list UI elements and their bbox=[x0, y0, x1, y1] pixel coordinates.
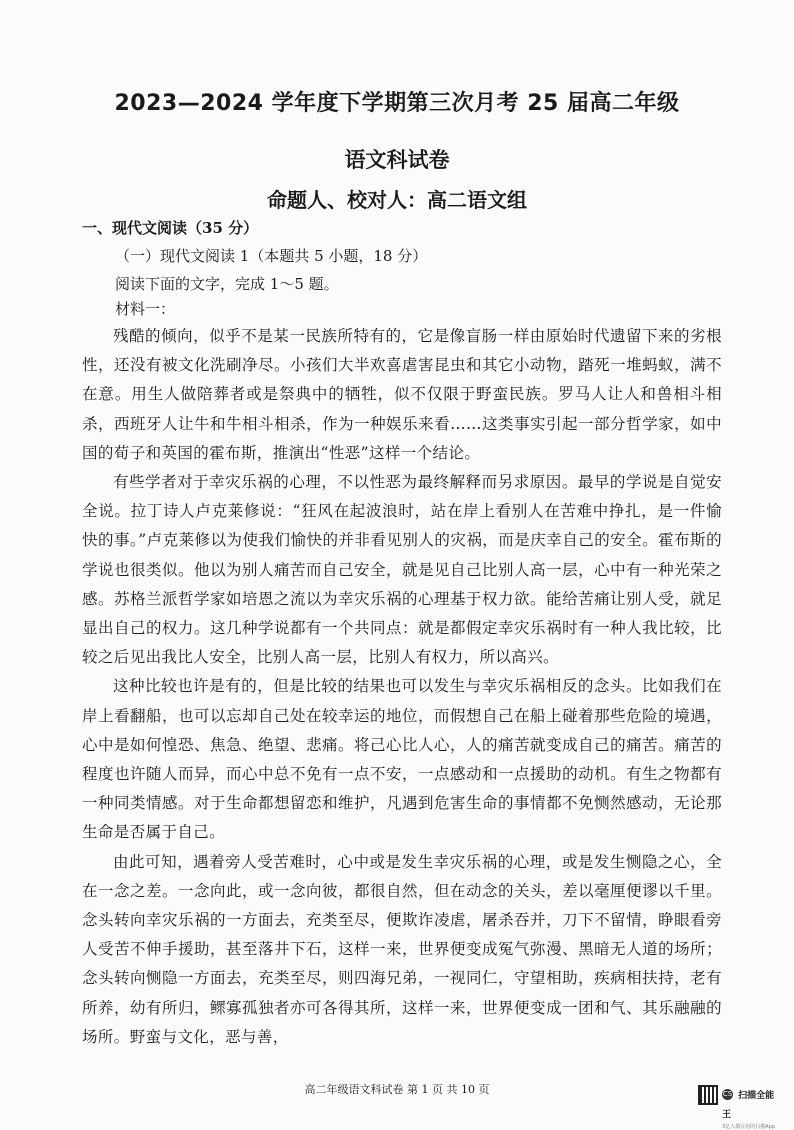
watermark-brand: 扫描全能王 bbox=[722, 1091, 775, 1120]
paragraph: 残酷的倾向，似乎不是某一民族所特有的，它是像盲肠一样由原始时代遗留下来的劣根性，还没有被文化洗刷净尽。小孩们大半欢喜虐害昆虫和其它小动物，踏死一堆蚂蚁，满不在意。用生人做陪葬者或是祭典中的牺牲，似不仅限于野蛮民族。罗马人让人和兽相斗相杀，西班牙人让牛和牛相斗相杀，作为一种娱乐来看……这类事实引起一部分哲学家，如中国的荀子和英国的霍布斯，推演出“性恶”这样一个结论。 bbox=[82, 327, 722, 462]
subject-title: 语文科试卷 bbox=[344, 148, 450, 172]
qr-code-icon bbox=[698, 1085, 718, 1105]
paragraph: 由此可知，遇着旁人受苦难时，心中或是发生幸灾乐祸的心理，或是发生恻隐之心，全在一念之差。一念向此，或一念向彼，都很自然，但在动念的关头，差以毫厘便谬以千里。念头转向幸灾乐祸的一方面去，充类至尽，便欺诈凌虐，屠杀吞并，刀下不留情，睁眼看旁人受苦不伸手援助，甚至落井下石，这样一来，世界便变成冤气弥漫、黑暗无人道的场所；念头转向恻隐一方面去，充类至尽，则四海兄弟，一视同仁，守望相助，疾病相扶持，老有所养，幼有所归，鳏寡孤独者亦可各得其所，这样一来，世界便变成一团和气、其乐融融的场所。野蛮与文化，恶与善， bbox=[82, 852, 722, 1046]
exam-title: 2023—2024 学年度下学期第三次月考 25 届高二年级 bbox=[114, 91, 680, 116]
paragraph: 有些学者对于幸灾乐祸的心理，不以性恶为最终解释而另求原因。最早的学说是自觉安全说。拉丁诗人卢克莱修说：“狂风在起波浪时，站在岸上看别人在苦难中挣扎，是一件愉快的事。”卢克莱修以为使我们愉快的并非看见别人的灾祸，而是庆幸自己的安全。霍布斯的学说也很类似。他以为别人痛苦而自己安全，就是见自己比别人高一层，心中有一种光荣之感。苏格兰派哲学家如培恩之流以为幸灾乐祸的心理基于权力欲。能给苦痛让别人受，就足显出自己的权力。这几种学说都有一个共同点：就是都假定幸灾乐祸时有一种人我比较，比较之后见出我比人安全，比别人高一层，比别人有权力，所以高兴。 bbox=[82, 473, 722, 667]
watermark-tagline: 3亿人都在用的扫描App bbox=[722, 1124, 775, 1130]
reading-instruction: 阅读下面的文字，完成 1～5 题。 bbox=[115, 275, 339, 293]
passage-body bbox=[82, 322, 722, 1052]
page-footer: 高二年级语文科试卷 第 1 页 共 10 页 bbox=[304, 1083, 490, 1096]
camscanner-logo-icon: CS bbox=[722, 1090, 733, 1098]
scanner-watermark bbox=[722, 1084, 782, 1130]
material-label: 材料一： bbox=[115, 300, 176, 318]
subsection-heading: （一）现代文阅读 1（本题共 5 小题，18 分） bbox=[115, 247, 428, 265]
paragraph: 这种比较也许是有的，但是比较的结果也可以发生与幸灾乐祸相反的念头。比如我们在岸上看翻船，也可以忘却自己处在较幸运的地位，而假想自己在船上碰着那些危险的境遇，心中是如何惶恐、焦急、绝望、悲痛。将己心比人心，人的痛苦就变成自己的痛苦。痛苦的程度也许随人而异，而心中总不免有一点不安，一点感动和一点援助的动机。有生之物都有一种同类情感。对于生命都想留恋和维护，凡遇到危害生命的事情都不免恻然感动，无论那生命是否属于自己。 bbox=[82, 677, 722, 842]
author-line: 命题人、校对人：高二语文组 bbox=[267, 188, 527, 212]
section-heading: 一、现代文阅读（35 分） bbox=[82, 219, 259, 237]
